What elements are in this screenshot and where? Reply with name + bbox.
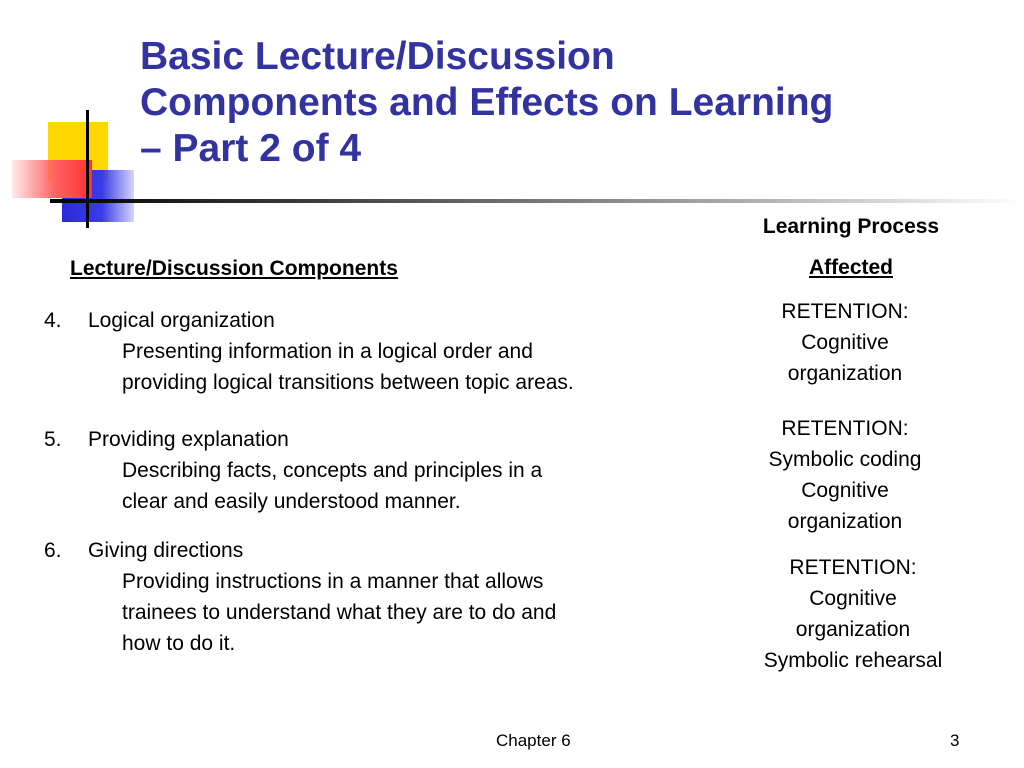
learning-process-cell <box>738 552 968 676</box>
learning-process-header-line1: Learning Process <box>762 215 940 238</box>
component-name: Providing explanation <box>88 428 289 451</box>
learning-process-cell <box>730 413 960 537</box>
process-line: organization <box>787 510 903 533</box>
process-line: Cognitive <box>801 331 889 354</box>
page-number: 3 <box>950 731 960 750</box>
component-name-row <box>44 535 684 566</box>
component-description-line: Providing instructions in a manner that allows <box>122 570 544 593</box>
process-line: Symbolic coding <box>768 448 922 471</box>
component-item <box>44 305 684 398</box>
title-line: Components and Effects on Learning <box>140 81 834 124</box>
component-name-row <box>44 424 684 455</box>
title-divider-line <box>50 199 1024 203</box>
component-description-line: trainees to understand what they are to do and <box>122 601 557 624</box>
component-name: Logical organization <box>88 309 275 332</box>
component-description-line: Presenting information in a logical order and <box>122 340 533 363</box>
process-line: RETENTION: <box>781 300 909 323</box>
process-line: RETENTION: <box>789 556 917 579</box>
footer-chapter: Chapter 6 <box>496 731 571 750</box>
process-line: Symbolic rehearsal <box>763 649 943 672</box>
process-line: organization <box>787 362 903 385</box>
component-description-line: how to do it. <box>122 632 236 655</box>
component-description-line: providing logical transitions between topic areas. <box>122 371 574 394</box>
process-line: Cognitive <box>809 587 897 610</box>
process-line: RETENTION: <box>781 417 909 440</box>
component-number: 6. <box>44 539 62 562</box>
component-description-line: Describing facts, concepts and principles in a <box>122 459 543 482</box>
title-line: – Part 2 of 4 <box>140 127 362 170</box>
process-line: organization <box>795 618 911 641</box>
component-number: 5. <box>44 428 62 451</box>
component-number: 4. <box>44 309 62 332</box>
component-name: Giving directions <box>88 539 244 562</box>
logo-vertical-line <box>86 110 89 228</box>
component-name-row <box>44 305 684 336</box>
slide-title <box>140 34 1010 172</box>
component-item <box>44 424 684 517</box>
component-item <box>44 535 684 659</box>
learning-process-cell <box>730 296 960 389</box>
learning-process-column-header <box>720 214 982 280</box>
components-column-header: Lecture/Discussion Components <box>70 257 398 280</box>
logo-red-bar <box>12 160 92 198</box>
learning-process-header-line2: Affected <box>808 256 893 279</box>
component-description-line: clear and easily understood manner. <box>122 490 461 513</box>
process-line: Cognitive <box>801 479 889 502</box>
title-line: Basic Lecture/Discussion <box>140 35 615 78</box>
